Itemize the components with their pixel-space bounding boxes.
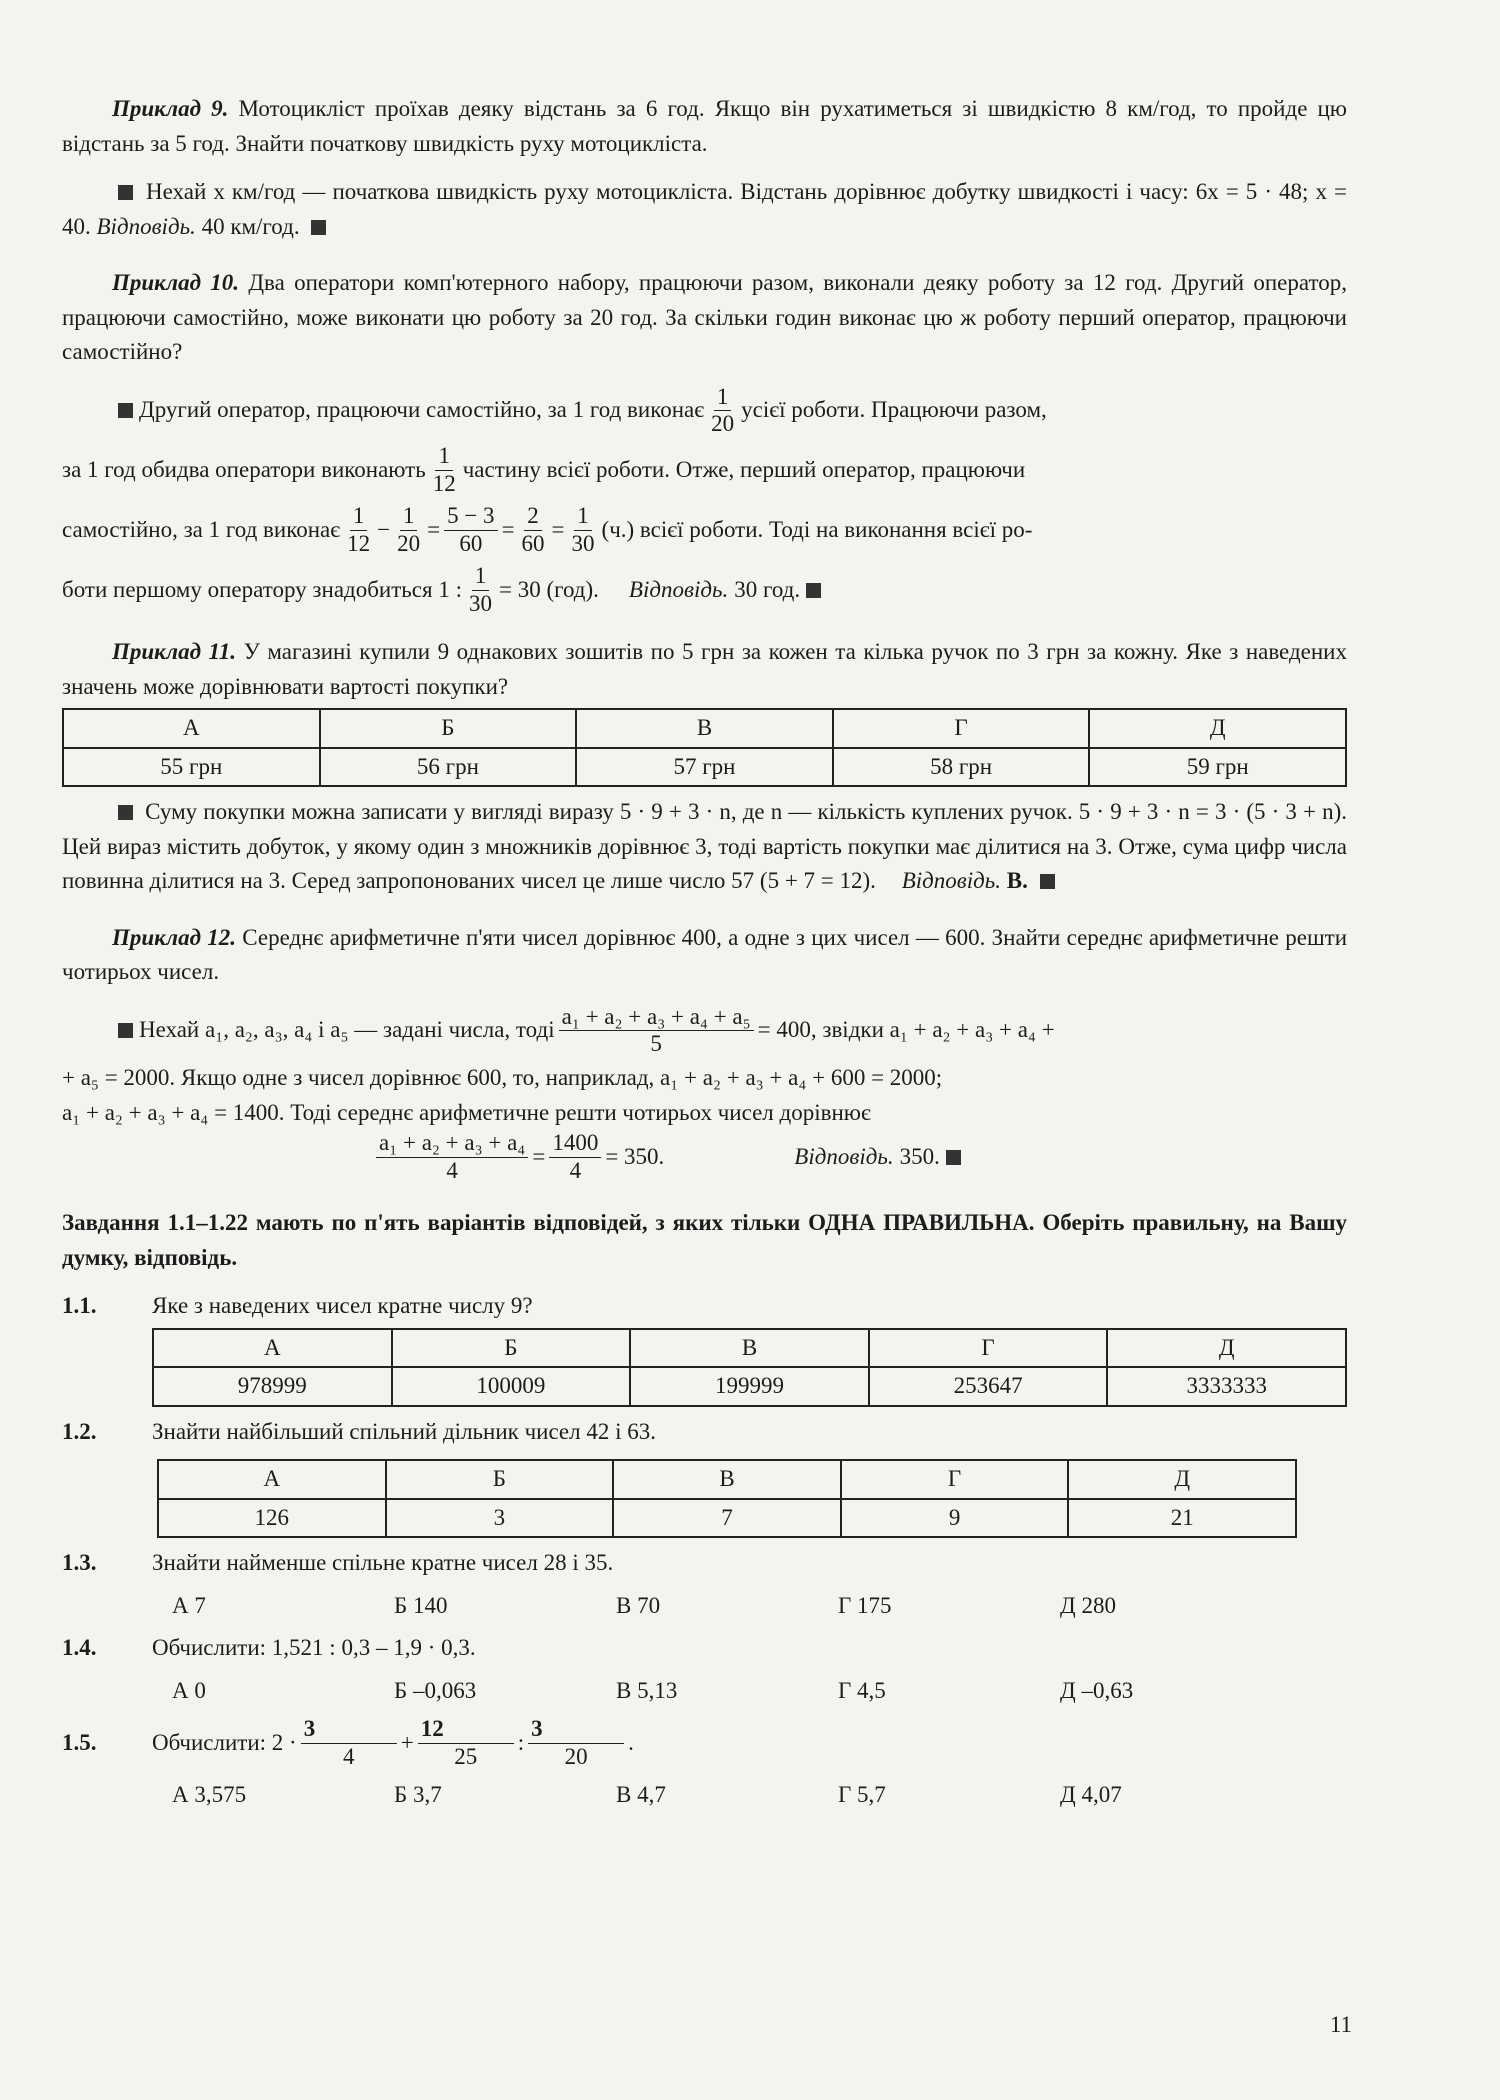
solution-start-marker — [118, 403, 133, 418]
task-question: Обчислити: 2 · $\frac{3}{4}$ + $\frac{12}{25}$ : $\frac{3}{20}$ . — [152, 1716, 634, 1769]
option-value: 253647 — [869, 1367, 1108, 1406]
answer-option: Б –0,063 — [394, 1677, 477, 1703]
solution-start-marker — [118, 185, 133, 200]
option-header: Б — [392, 1329, 631, 1368]
fraction: $\frac{\text{a₁ + a₂ + a₃ + a₄}}{4}$ — [376, 1130, 528, 1184]
example-12-solution-line-4: $\frac{\text{a₁ + a₂ + a₃ + a₄}}{4}$ = $\frac{1400}{4}$ = 350. Відповідь. 350. — [62, 1130, 1347, 1184]
solution-text: боти першому оператору знадобиться 1 : — [62, 576, 462, 602]
option-header: В — [630, 1329, 869, 1368]
answer-label: Відповідь. — [901, 868, 1001, 893]
answer-option: Д 4,07 — [1060, 1782, 1122, 1808]
solution-text: (ч.) всієї роботи. Тоді на виконання всієї ро- — [601, 516, 1033, 542]
option-header: Г — [841, 1460, 1069, 1499]
answer-value: 40 км/год. — [201, 213, 300, 239]
task-number: 1.1. — [62, 1293, 97, 1319]
answer-option: Д 280 — [1060, 1592, 1116, 1618]
example-12-solution-line-2: + a₅ = 2000. Якщо одне з чисел дорівнює 600, то, наприклад, a₁ + a₂ + a₃ + a₄ + 600 = 2000; — [62, 1065, 943, 1091]
example-12-solution-line-3: a₁ + a₂ + a₃ + a₄ = 1400. Тоді середнє арифметичне решти чотирьох чисел дорівнює — [62, 1099, 871, 1125]
fraction: $\frac{5 - 3}{60}$ — [444, 503, 497, 557]
option-value: 9 — [841, 1499, 1069, 1538]
option-header: Д — [1089, 709, 1346, 748]
example-11-solution — [62, 795, 1347, 899]
fraction: $\frac{1}{30}$ — [468, 563, 492, 616]
option-value: 3 — [386, 1499, 614, 1538]
option-value: 3333333 — [1107, 1367, 1346, 1406]
task-1-5 — [62, 1716, 1347, 1770]
fraction: $\frac{12}{25}$ — [418, 1716, 514, 1770]
answer-option: А 0 — [172, 1677, 206, 1703]
fraction: $\frac{\text{a₁ + a₂ + a₃ + a₄ + a₅}}{5}$ — [559, 1004, 754, 1058]
option-value: 100009 — [392, 1367, 631, 1406]
solution-text: Нехай x км/год — початкова швидкість руху мотоцикліста. Відстань дорівнює добутку швидкості і часу: 6x = 5 · 48; x = 40. — [62, 179, 1347, 239]
task-1-4-answers — [172, 1674, 1347, 1709]
solution-end-marker — [311, 220, 326, 235]
example-10 — [62, 266, 1347, 370]
example-label: Приклад 10. — [112, 270, 240, 295]
example-text: Середнє арифметичне п'яти чисел дорівнює 400, а одне з цих чисел — 600. Знайти середнє арифметичне решти чотирьох чисел. — [62, 924, 1348, 984]
example-label: Приклад 12. — [112, 924, 237, 950]
solution-text: = 350. — [605, 1144, 665, 1170]
answer-option: Г 4,5 — [838, 1677, 886, 1703]
example-text: Два оператори комп'ютерного набору, працюючи разом, виконали деяку роботу за 12 год. Другий оператор, працюючи самостійно, може виконати цю роботу за 20 год. За скільки годин виконає цю ж роботу перший оператор, працюючи самостійно? — [62, 270, 1347, 364]
answer-option: Д –0,63 — [1060, 1677, 1134, 1703]
task-number: 1.3. — [62, 1550, 97, 1576]
option-value: 199999 — [630, 1367, 869, 1406]
answer-option: Г 5,7 — [838, 1782, 886, 1808]
task-question: Знайти найбільший спільний дільник чисел 42 і 63. — [152, 1418, 657, 1444]
fraction: $\frac{1400}{4}$ — [549, 1130, 601, 1184]
answer-value: В. — [1006, 868, 1028, 893]
solution-text: = 400, звідки a₁ + a₂ + a₃ + a₄ + — [757, 1017, 1055, 1043]
solution-text: усієї роботи. Працюючи разом, — [741, 397, 1047, 423]
task-question-text: Обчислити: 2 · — [152, 1729, 297, 1755]
option-value: 58 грн — [833, 748, 1090, 787]
solution-text: Суму покупки можна записати у вигляді виразу 5 · 9 + 3 · n, де n — кількість куплених ручок. 5 · 9 + 3 · n = 3 · (5 · 3 + n). Цей вираз містить добуток, у якому один з множників дорівнює 3, тоді вартість покупки має ділитися на 3. Отже, сума цифр числа повинна ділитися на 3. Серед запропонованих чисел це лише число 57 (5 + 7 = 12). — [62, 799, 1348, 893]
solution-end-marker — [946, 1150, 961, 1165]
example-10-solution-line-1 — [62, 384, 1347, 438]
task-number: 1.2. — [62, 1418, 97, 1444]
option-header: Б — [320, 709, 577, 748]
option-value: 126 — [158, 1499, 386, 1538]
fraction: $\frac{3}{4}$ — [301, 1716, 397, 1770]
example-11-options-table — [62, 708, 1347, 787]
option-value: 59 грн — [1089, 748, 1346, 787]
answer-option: В 4,7 — [616, 1782, 666, 1808]
example-9-solution — [62, 175, 1347, 244]
example-12-solution-line-1 — [62, 1004, 1347, 1058]
option-header: Г — [869, 1329, 1108, 1368]
example-text: Мотоцикліст проїхав деяку відстань за 6 год. Якщо він рухатиметься зі швидкістю 8 км/год, то пройде цю відстань за 5 год. Знайти початкову швидкість руху мотоцикліста. — [62, 96, 1347, 156]
fraction: $\frac{1}{12}$ — [432, 443, 456, 496]
task-1-1-options-table — [152, 1328, 1347, 1407]
task-number: 1.4. — [62, 1635, 97, 1661]
task-1-1 — [62, 1289, 1347, 1324]
example-10-solution-line-2 — [62, 443, 1347, 497]
tasks-intro: Завдання 1.1–1.22 мають по п'ять варіантів відповідей, з яких тільки ОДНА ПРАВИЛЬНА. Оберіть правильну, на Вашу думку, відповідь. — [62, 1210, 1347, 1270]
option-header: Г — [833, 709, 1090, 748]
solution-text: самостійно, за 1 год виконає — [62, 516, 341, 542]
option-header: А — [63, 709, 320, 748]
task-question: Знайти найменше спільне кратне чисел 28 і 35. — [152, 1550, 614, 1576]
answer-label: Відповідь. — [794, 1144, 894, 1170]
fraction: $\frac{2}{60}$ — [521, 503, 545, 556]
example-9 — [62, 92, 1347, 161]
example-text: У магазині купили 9 однакових зошитів по 5 грн за кожен та кілька ручок по 3 грн за кожну. Яке з наведених значень може дорівнювати вартості покупки? — [62, 639, 1347, 699]
option-header: Д — [1068, 1460, 1296, 1499]
option-header: Д — [1107, 1329, 1346, 1368]
answer-option: В 70 — [616, 1592, 661, 1618]
example-11 — [62, 635, 1347, 704]
option-header: Б — [386, 1460, 614, 1499]
page-content — [62, 92, 1347, 1821]
task-1-3-answers — [172, 1589, 1347, 1624]
answer-value: 350. — [899, 1144, 940, 1170]
answer-option: А 3,575 — [172, 1782, 247, 1808]
answer-label: Відповідь. — [628, 576, 729, 602]
fraction: $\frac{1}{12}$ — [347, 503, 371, 556]
solution-text: = 30 (год). — [498, 576, 599, 602]
solution-end-marker — [806, 583, 821, 598]
option-value: 21 — [1068, 1499, 1296, 1538]
task-1-4 — [62, 1631, 1347, 1666]
solution-end-marker — [1040, 874, 1055, 889]
task-1-2 — [62, 1415, 1347, 1450]
page-number: 11 — [1329, 2012, 1352, 2037]
fraction: $\frac{1}{20}$ — [711, 383, 735, 436]
option-value: 56 грн — [320, 748, 577, 787]
answer-option: Б 3,7 — [394, 1782, 442, 1808]
task-question: Яке з наведених чисел кратне числу 9? — [152, 1293, 533, 1319]
solution-text: частину всієї роботи. Отже, перший оператор, працюючи — [462, 457, 1026, 483]
answer-option: Б 140 — [394, 1592, 448, 1618]
option-value: 7 — [613, 1499, 841, 1538]
fraction: $\frac{1}{30}$ — [571, 503, 595, 556]
option-header: А — [153, 1329, 392, 1368]
option-header: В — [576, 709, 833, 748]
solution-text: за 1 год обидва оператори виконають — [62, 457, 426, 483]
solution-start-marker — [118, 805, 133, 820]
answer-label: Відповідь. — [96, 213, 196, 239]
task-1-5-answers — [172, 1778, 1347, 1813]
answer-option: Г 175 — [838, 1592, 892, 1618]
answer-option: А 7 — [172, 1592, 206, 1618]
example-label: Приклад 9. — [112, 96, 229, 121]
answer-option: В 5,13 — [616, 1677, 678, 1703]
option-value: 55 грн — [63, 748, 320, 787]
fraction: $\frac{1}{20}$ — [397, 503, 421, 556]
option-header: А — [158, 1460, 386, 1499]
solution-text: Другий оператор, працюючи самостійно, за 1 год виконає — [139, 397, 705, 423]
task-number: 1.5. — [62, 1729, 97, 1755]
example-label: Приклад 11. — [112, 639, 237, 664]
option-value: 57 грн — [576, 748, 833, 787]
option-header: В — [613, 1460, 841, 1499]
solution-text: Нехай a₁, a₂, a₃, a₄ і a₅ — задані числа, тоді — [139, 1017, 555, 1043]
solution-start-marker — [118, 1023, 133, 1038]
example-10-solution-line-4 — [62, 563, 1347, 617]
answer-value: 30 год. — [734, 576, 801, 602]
fraction: $\frac{3}{20}$ — [528, 1716, 624, 1770]
example-12 — [62, 921, 1347, 990]
option-value: 978999 — [153, 1367, 392, 1406]
task-1-3 — [62, 1546, 1347, 1581]
task-question: Обчислити: 1,521 : 0,3 – 1,9 · 0,3. — [152, 1635, 476, 1661]
example-10-solution-line-3: самостійно, за 1 год виконає $\frac{1}{12}$ − $\frac{1}{20}$ = $\frac{5 - 3}{60}$ = $\frac{2}{60}$ = $\frac{1}{30}$ (ч.) всієї роботи. Тоді на виконання всієї ро- — [62, 503, 1033, 556]
task-1-2-options-table — [157, 1459, 1297, 1538]
